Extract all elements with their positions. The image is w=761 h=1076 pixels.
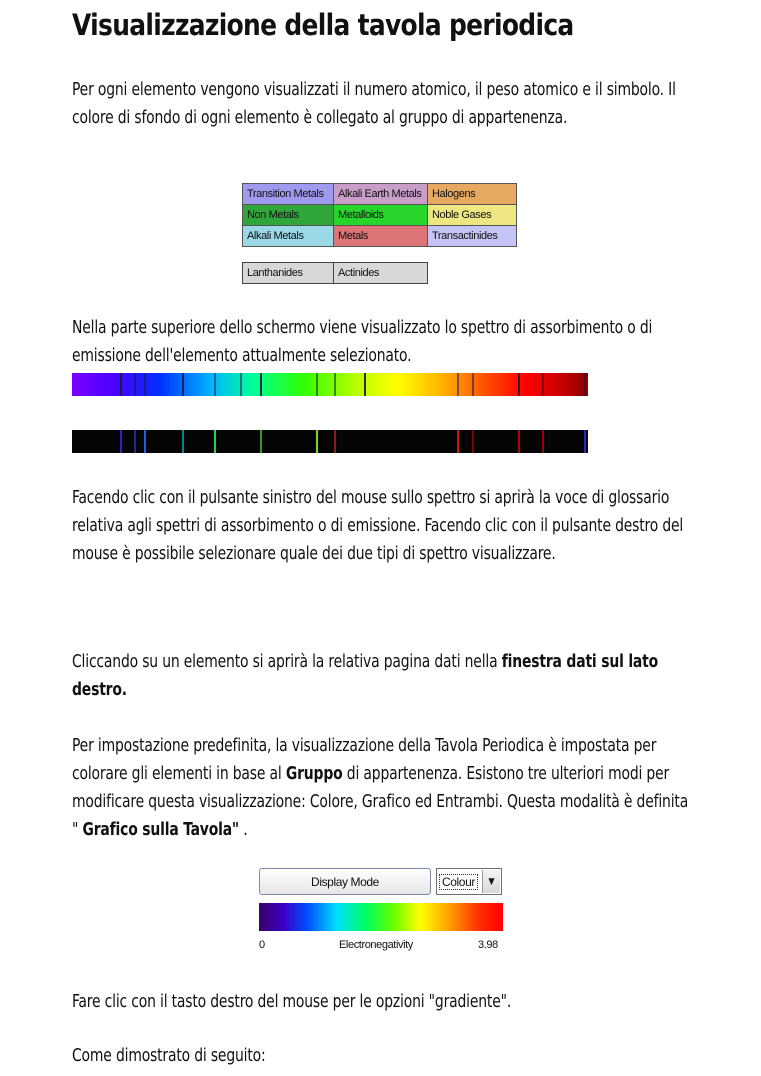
- element-click-paragraph: [72, 648, 691, 704]
- gradient-title-label: Electronegativity: [339, 939, 413, 951]
- legend-metals: Metals: [334, 226, 428, 247]
- gradient-options-paragraph: Fare clic con il tasto destro del mouse per le opzioni "gradiente".: [72, 991, 512, 1012]
- absorption-line: [182, 373, 184, 396]
- emission-line: [144, 430, 146, 453]
- intro-paragraph: Per ogni elemento vengono visualizzati il numero atomico, il peso atomico e il simbolo. Il colore di sfondo di ogni elemento è collegato al gruppo di appartenenza.: [72, 79, 676, 128]
- closing-paragraph: Come dimostrato di seguito:: [72, 1045, 266, 1066]
- display-mode-paragraph: [72, 732, 691, 844]
- legend-alkali-earth-metals: Alkali Earth Metals: [334, 184, 428, 205]
- element-click-text: Cliccando su un elemento si aprirà la relativa pagina dati nella: [72, 651, 502, 672]
- absorption-line: [472, 373, 474, 396]
- display-mode-value: Colour: [442, 874, 475, 889]
- emission-line: [134, 430, 136, 453]
- emission-line: [214, 430, 216, 453]
- table-graph-emphasis: Grafico sulla Tavola": [82, 819, 240, 840]
- legend-lanthanides: Lanthanides: [243, 263, 334, 284]
- display-mode-label: Display Mode: [311, 874, 379, 889]
- absorption-line: [316, 373, 318, 396]
- absorption-spectrum[interactable]: [72, 373, 588, 396]
- emission-line: [542, 430, 544, 453]
- absorption-line: [260, 373, 262, 396]
- chevron-down-icon[interactable]: ▼: [482, 870, 500, 893]
- emission-line: [457, 430, 459, 453]
- absorption-line: [240, 373, 242, 396]
- group-emphasis: Gruppo: [285, 763, 343, 784]
- absorption-line: [364, 373, 366, 396]
- emission-line: [334, 430, 336, 453]
- page-title: Visualizzazione della tavola periodica: [72, 8, 574, 42]
- mode-text-1: Per impostazione predefinita, la visualizzazione della Tavola Periodica è impostata per colorare gli elementi in base al: [72, 735, 657, 784]
- absorption-line: [584, 373, 586, 396]
- gradient-max-label: 3.98: [478, 939, 498, 951]
- emission-line: [518, 430, 520, 453]
- legend-alkali-metals: Alkali Metals: [243, 226, 334, 247]
- legend-actinides: Actinides: [334, 263, 428, 284]
- data-window-emphasis: finestra dati sul lato destro.: [72, 651, 659, 700]
- legend-noble-gases: Noble Gases: [428, 205, 517, 226]
- absorption-line: [134, 373, 136, 396]
- electronegativity-gradient[interactable]: [259, 903, 503, 931]
- emission-line: [584, 430, 586, 453]
- mode-text-2: di appartenenza. Esistono tre ulteriori modi per modificare questa visualizzazione: Colore, Grafico ed Entrambi. Questa modalità è definita ": [72, 763, 689, 840]
- absorption-line: [518, 373, 520, 396]
- legend-halogens: Halogens: [428, 184, 517, 205]
- absorption-line: [120, 373, 122, 396]
- emission-line: [472, 430, 474, 453]
- legend-non-metals: Non Metals: [243, 205, 334, 226]
- emission-line: [120, 430, 122, 453]
- legend-metalloids: Metalloids: [334, 205, 428, 226]
- group-color-legend: [242, 183, 517, 247]
- emission-line: [260, 430, 262, 453]
- mode-text-3: .: [239, 819, 248, 840]
- emission-line: [182, 430, 184, 453]
- absorption-line: [144, 373, 146, 396]
- absorption-line: [334, 373, 336, 396]
- display-mode-button[interactable]: [259, 868, 431, 895]
- gradient-min-label: 0: [259, 939, 265, 951]
- absorption-line: [542, 373, 544, 396]
- absorption-line: [457, 373, 459, 396]
- lanthanide-actinide-legend: [242, 262, 428, 284]
- absorption-line: [214, 373, 216, 396]
- spectrum-paragraph: Nella parte superiore dello schermo viene visualizzato lo spettro di assorbimento o di emissione dell'elemento attualmente selezionato.: [72, 317, 653, 366]
- spectrum-click-paragraph: Facendo clic con il pulsante sinistro del mouse sullo spettro si aprirà la voce di glossario relativa agli spettri di assorbimento o di emissione. Facendo clic con il pulsante destro del mouse è possibile selezionare quale dei due tipi di spettro visualizzare.: [72, 487, 684, 564]
- emission-spectrum[interactable]: [72, 430, 588, 453]
- emission-line: [316, 430, 318, 453]
- legend-transition-metals: Transition Metals: [243, 184, 334, 205]
- legend-transactinides: Transactinides: [428, 226, 517, 247]
- display-mode-select[interactable]: [436, 868, 502, 895]
